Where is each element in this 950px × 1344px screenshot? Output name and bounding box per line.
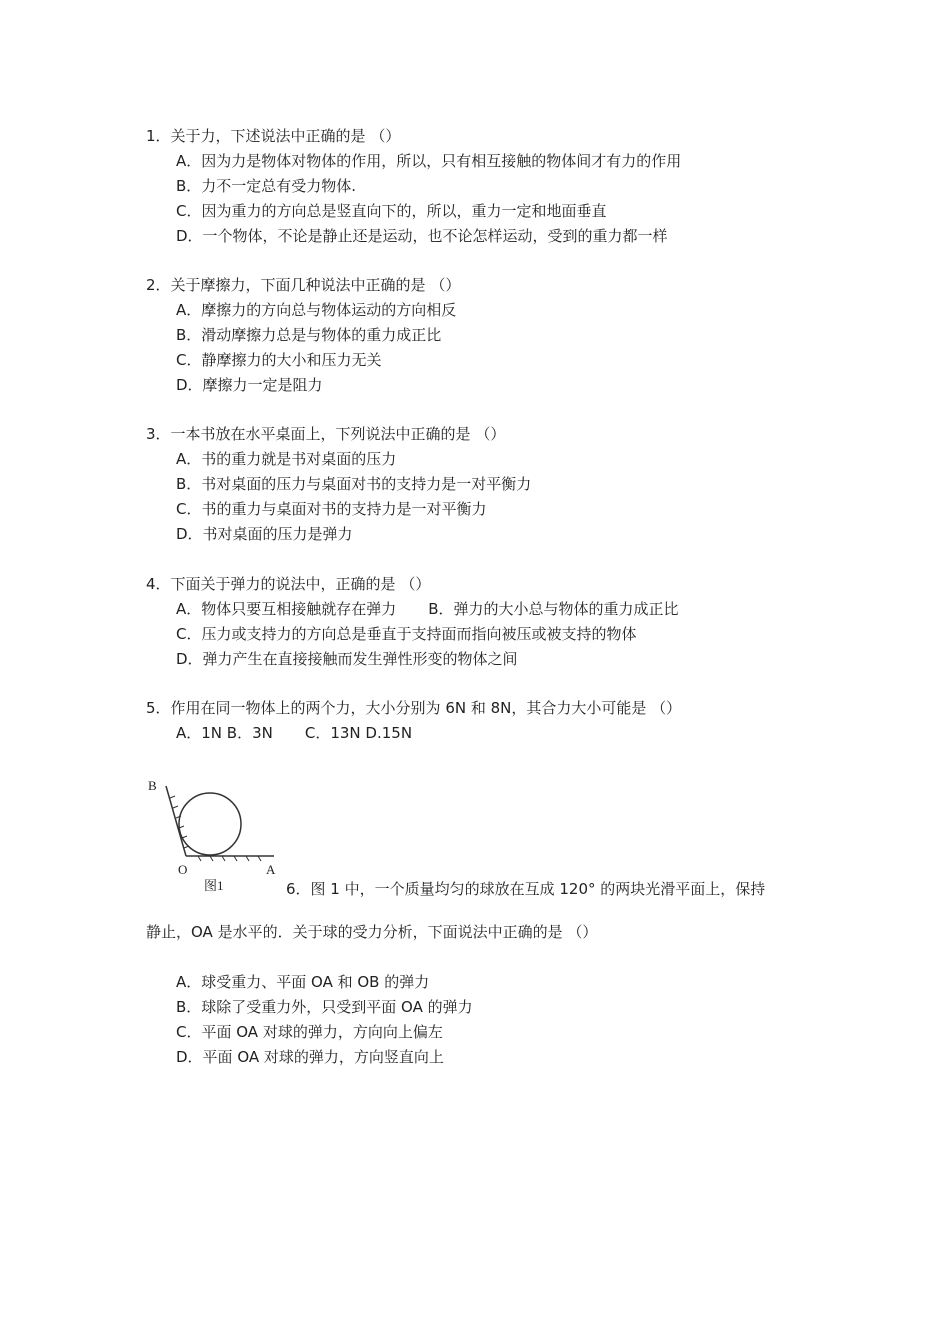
- question-stem: 5．作用在同一物体上的两个力，大小分别为 6N 和 8N，其合力大小可能是 （）: [146, 699, 682, 717]
- option-row-ab: [146, 597, 866, 622]
- question-stem: 2．关于摩擦力，下面几种说法中正确的是 （）: [146, 276, 461, 294]
- question-6-stem-cont: 静止，OA 是水平的．关于球的受力分析，下面说法中正确的是 （）: [146, 923, 598, 941]
- option-c: C．书的重力与桌面对书的支持力是一对平衡力: [176, 500, 487, 518]
- question-stem: 1．关于力，下述说法中正确的是 （）: [146, 127, 401, 145]
- option-ab: A．1N B．3N: [176, 724, 273, 742]
- option-b: B．弹力的大小总与物体的重力成正比: [428, 600, 679, 618]
- label-b: B: [148, 778, 157, 793]
- question-1: [146, 124, 866, 249]
- option-a: A．书的重力就是书对桌面的压力: [176, 450, 397, 468]
- label-o: O: [178, 862, 188, 877]
- question-stem: 4．下面关于弹力的说法中，正确的是 （）: [146, 575, 431, 593]
- option-d: D．一个物体，不论是静止还是运动，也不论怎样运动，受到的重力都一样: [176, 227, 668, 245]
- option-d: D．弹力产生在直接接触而发生弹性形变的物体之间: [176, 650, 518, 668]
- option-b: B．书对桌面的压力与桌面对书的支持力是一对平衡力: [176, 475, 532, 493]
- question-5: [146, 696, 866, 746]
- option-a: A．物体只要互相接触就存在弹力: [176, 600, 397, 618]
- option-d: D．平面 OA 对球的弹力，方向竖直向上: [176, 1048, 444, 1066]
- option-row: [146, 721, 866, 746]
- question-2: [146, 273, 866, 398]
- option-b: B．滑动摩擦力总是与物体的重力成正比: [176, 326, 442, 344]
- option-b: B．球除了受重力外，只受到平面 OA 的弹力: [176, 998, 473, 1016]
- option-a: A．因为力是物体对物体的作用，所以，只有相互接触的物体间才有力的作用: [176, 152, 682, 170]
- question-6-options: [146, 970, 473, 1070]
- option-d: D．书对桌面的压力是弹力: [176, 525, 353, 543]
- option-a: A．球受重力、平面 OA 和 OB 的弹力: [176, 973, 430, 991]
- option-cd: C．13N D.15N: [304, 724, 413, 742]
- question-stem: 3．一本书放在水平桌面上，下列说法中正确的是 （）: [146, 425, 506, 443]
- option-c: C．压力或支持力的方向总是垂直于支持面而指向被压或被支持的物体: [176, 625, 637, 643]
- option-d: D．摩擦力一定是阻力: [176, 376, 323, 394]
- ball: [179, 793, 241, 855]
- option-b: B．力不一定总有受力物体.: [176, 177, 357, 195]
- question-3: [146, 422, 866, 547]
- option-a: A．摩擦力的方向总与物体运动的方向相反: [176, 301, 457, 319]
- label-a: A: [266, 862, 276, 877]
- question-6-stem-first: 6．图 1 中，一个质量均匀的球放在互成 120° 的两块光滑平面上，保持: [286, 880, 766, 898]
- option-c: C．平面 OA 对球的弹力，方向向上偏左: [176, 1023, 443, 1041]
- figure-ball-on-planes: [146, 776, 286, 894]
- question-4: [146, 572, 866, 672]
- option-c: C．静摩擦力的大小和压力无关: [176, 351, 382, 369]
- option-c: C．因为重力的方向总是竖直向下的，所以，重力一定和地面垂直: [176, 202, 607, 220]
- plane-ob-line: [166, 786, 186, 856]
- figure-caption: 图1: [204, 878, 224, 893]
